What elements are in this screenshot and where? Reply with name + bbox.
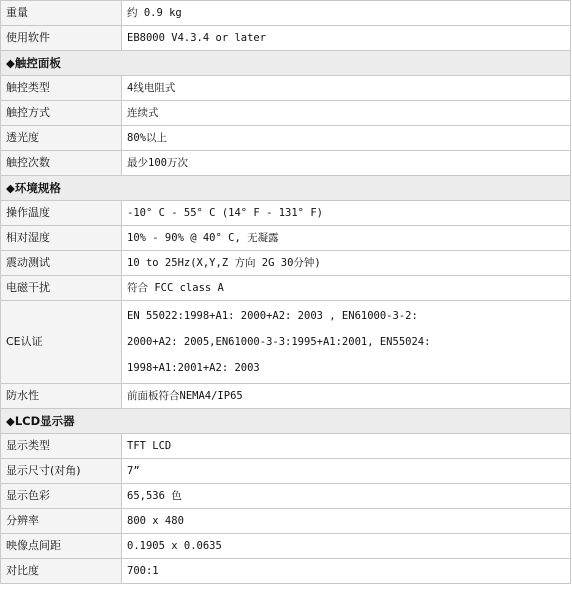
spec-row-display-type [1,434,571,459]
row-value: 最少100万次 [122,151,571,176]
row-value: 约 0.9 kg [122,1,571,26]
row-label: CE认证 [1,301,122,384]
spec-row-display-size [1,459,571,484]
row-value: TFT LCD [122,434,571,459]
spec-row-waterproof [1,384,571,409]
spec-row-touch-count [1,151,571,176]
row-value: 符合 FCC class A [122,276,571,301]
spec-row-operating-temp [1,201,571,226]
row-label: 透光度 [1,126,122,151]
row-value: 0.1905 x 0.0635 [122,534,571,559]
section-title: ◆环境规格 [1,176,571,201]
spec-row-ce [1,301,571,384]
row-value: 65,536 色 [122,484,571,509]
row-label: 震动测试 [1,251,122,276]
row-label: 触控次数 [1,151,122,176]
spec-row-emi [1,276,571,301]
row-value: 700:1 [122,559,571,584]
row-label: 显示尺寸(对角) [1,459,122,484]
spec-row-transmittance [1,126,571,151]
row-value: 10 to 25Hz(X,Y,Z 方向 2G 30分钟) [122,251,571,276]
spec-row-display-color [1,484,571,509]
section-title: ◆LCD显示器 [1,409,571,434]
row-label: 触控类型 [1,76,122,101]
ce-line: EN 55022:1998+A1: 2000+A2: 2003 , EN61000-3-2: [127,310,418,322]
spec-row-touch-type [1,76,571,101]
section-title: ◆触控面板 [1,51,571,76]
row-label: 相对湿度 [1,226,122,251]
spec-row-software [1,26,571,51]
row-value: 4线电阻式 [122,76,571,101]
row-label: 对比度 [1,559,122,584]
row-label: 操作温度 [1,201,122,226]
row-value [122,301,571,384]
row-value: 800 x 480 [122,509,571,534]
row-label: 防水性 [1,384,122,409]
row-value: EB8000 V4.3.4 or later [122,26,571,51]
row-label: 电磁干扰 [1,276,122,301]
row-value: 80%以上 [122,126,571,151]
row-label: 使用软件 [1,26,122,51]
spec-row-humidity [1,226,571,251]
spec-row-contrast [1,559,571,584]
ce-line: 1998+A1:2001+A2: 2003 [127,362,260,374]
row-label: 分辨率 [1,509,122,534]
section-header-touch [1,51,571,76]
row-label: 映像点间距 [1,534,122,559]
row-label: 重量 [1,1,122,26]
section-header-environment [1,176,571,201]
row-value: 10% - 90% @ 40° C, 无凝露 [122,226,571,251]
spec-row-vibration [1,251,571,276]
row-value: 7” [122,459,571,484]
row-label: 显示色彩 [1,484,122,509]
row-label: 显示类型 [1,434,122,459]
spec-row-resolution [1,509,571,534]
ce-line: 2000+A2: 2005,EN61000-3-3:1995+A1:2001, EN55024: [127,336,431,348]
row-value: 连续式 [122,101,571,126]
spec-row-weight [1,1,571,26]
spec-row-touch-mode [1,101,571,126]
section-header-lcd [1,409,571,434]
row-value: -10° C - 55° C (14° F - 131° F) [122,201,571,226]
spec-row-pixel-pitch [1,534,571,559]
row-label: 触控方式 [1,101,122,126]
row-value: 前面板符合NEMA4/IP65 [122,384,571,409]
